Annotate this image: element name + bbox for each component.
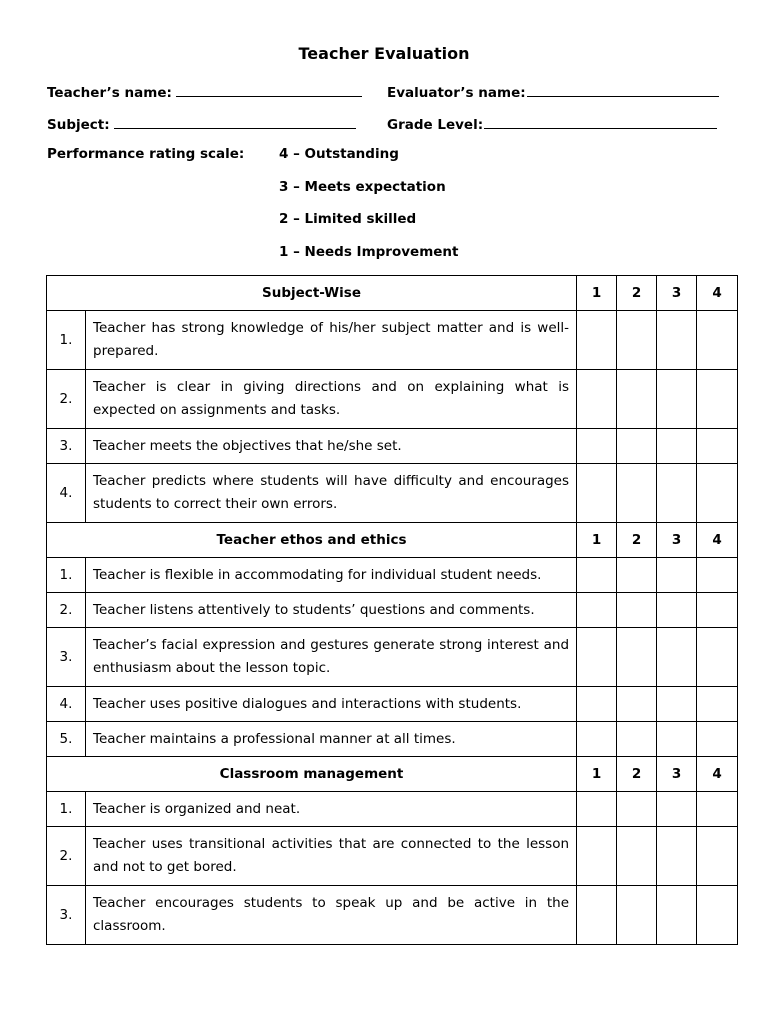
score-cell-3[interactable]	[657, 593, 697, 628]
section-title: Subject-Wise	[47, 276, 577, 311]
score-cell-1[interactable]	[577, 370, 617, 429]
score-cell-4[interactable]	[697, 370, 738, 429]
score-header: 4	[697, 523, 738, 558]
score-cell-4[interactable]	[697, 687, 738, 722]
score-cell-2[interactable]	[617, 827, 657, 886]
table-row	[47, 628, 738, 687]
evaluator-name-label: Evaluator’s name:	[387, 85, 526, 101]
teacher-name-blank[interactable]	[176, 82, 362, 97]
table-row	[47, 464, 738, 523]
item-number: 5.	[47, 722, 86, 757]
score-cell-2[interactable]	[617, 370, 657, 429]
score-cell-2[interactable]	[617, 628, 657, 687]
score-cell-2[interactable]	[617, 464, 657, 523]
table-row	[47, 827, 738, 886]
item-criterion: Teacher uses positive dialogues and interactions with students.	[86, 687, 577, 722]
table-row	[47, 687, 738, 722]
score-cell-1[interactable]	[577, 311, 617, 370]
score-cell-3[interactable]	[657, 687, 697, 722]
score-cell-4[interactable]	[697, 722, 738, 757]
score-header: 2	[617, 276, 657, 311]
score-cell-3[interactable]	[657, 827, 697, 886]
score-header: 2	[617, 757, 657, 792]
score-cell-4[interactable]	[697, 886, 738, 945]
score-cell-1[interactable]	[577, 628, 617, 687]
item-criterion: Teacher is flexible in accommodating for individual student needs.	[86, 558, 577, 593]
score-cell-4[interactable]	[697, 628, 738, 687]
table-row	[47, 792, 738, 827]
item-criterion: Teacher has strong knowledge of his/her subject matter and is well-prepared.	[86, 311, 577, 370]
evaluator-name-field[interactable]	[387, 82, 719, 101]
item-number: 1.	[47, 558, 86, 593]
score-cell-1[interactable]	[577, 464, 617, 523]
subject-field[interactable]	[47, 114, 356, 133]
page-title: Teacher Evaluation	[298, 44, 470, 63]
score-header: 3	[657, 757, 697, 792]
score-cell-4[interactable]	[697, 311, 738, 370]
score-cell-4[interactable]	[697, 464, 738, 523]
item-number: 1.	[47, 792, 86, 827]
table-row	[47, 370, 738, 429]
item-number: 4.	[47, 687, 86, 722]
score-cell-3[interactable]	[657, 628, 697, 687]
score-header: 4	[697, 757, 738, 792]
score-cell-3[interactable]	[657, 429, 697, 464]
score-cell-1[interactable]	[577, 886, 617, 945]
score-header: 4	[697, 276, 738, 311]
item-criterion: Teacher predicts where students will have difficulty and encourages students to correct their own errors.	[86, 464, 577, 523]
score-header: 1	[577, 757, 617, 792]
item-criterion: Teacher meets the objectives that he/she set.	[86, 429, 577, 464]
score-cell-3[interactable]	[657, 722, 697, 757]
rating-scale-item: 1 – Needs Improvement	[279, 244, 459, 260]
grade-level-field[interactable]	[387, 114, 717, 133]
score-cell-1[interactable]	[577, 722, 617, 757]
table-row	[47, 558, 738, 593]
score-cell-2[interactable]	[617, 429, 657, 464]
section-header	[47, 276, 738, 311]
item-number: 2.	[47, 827, 86, 886]
score-cell-3[interactable]	[657, 370, 697, 429]
score-cell-2[interactable]	[617, 311, 657, 370]
score-cell-1[interactable]	[577, 558, 617, 593]
evaluation-table	[46, 275, 738, 945]
score-header: 1	[577, 276, 617, 311]
score-cell-1[interactable]	[577, 792, 617, 827]
score-cell-3[interactable]	[657, 464, 697, 523]
score-cell-3[interactable]	[657, 886, 697, 945]
item-number: 3.	[47, 886, 86, 945]
item-number: 4.	[47, 464, 86, 523]
subject-blank[interactable]	[114, 114, 356, 129]
item-criterion: Teacher maintains a professional manner at all times.	[86, 722, 577, 757]
score-cell-4[interactable]	[697, 792, 738, 827]
score-cell-4[interactable]	[697, 558, 738, 593]
score-cell-2[interactable]	[617, 792, 657, 827]
rating-scale-item: 4 – Outstanding	[279, 146, 399, 162]
rating-scale-item: 2 – Limited skilled	[279, 211, 417, 227]
item-criterion: Teacher encourages students to speak up and be active in the classroom.	[86, 886, 577, 945]
table-row	[47, 593, 738, 628]
section-title: Classroom management	[47, 757, 577, 792]
subject-label: Subject:	[47, 117, 110, 133]
score-cell-2[interactable]	[617, 687, 657, 722]
item-number: 3.	[47, 628, 86, 687]
grade-level-label: Grade Level:	[387, 117, 484, 133]
score-header: 2	[617, 523, 657, 558]
section-header	[47, 757, 738, 792]
score-cell-2[interactable]	[617, 558, 657, 593]
evaluator-name-blank[interactable]	[527, 82, 719, 97]
score-cell-2[interactable]	[617, 886, 657, 945]
section-title: Teacher ethos and ethics	[47, 523, 577, 558]
item-criterion: Teacher is clear in giving directions and on explaining what is expected on assignments and tasks.	[86, 370, 577, 429]
score-cell-2[interactable]	[617, 593, 657, 628]
score-cell-4[interactable]	[697, 593, 738, 628]
rating-scale-label: Performance rating scale:	[47, 146, 245, 162]
item-criterion: Teacher uses transitional activities that are connected to the lesson and not to get bored.	[86, 827, 577, 886]
score-header: 1	[577, 523, 617, 558]
score-cell-1[interactable]	[577, 593, 617, 628]
item-number: 3.	[47, 429, 86, 464]
score-cell-1[interactable]	[577, 827, 617, 886]
grade-level-blank[interactable]	[484, 114, 717, 129]
score-cell-4[interactable]	[697, 827, 738, 886]
rating-scale-item: 3 – Meets expectation	[279, 179, 446, 195]
table-row	[47, 886, 738, 945]
score-header: 3	[657, 276, 697, 311]
section-header	[47, 523, 738, 558]
item-criterion: Teacher listens attentively to students’ questions and comments.	[86, 593, 577, 628]
score-cell-1[interactable]	[577, 687, 617, 722]
item-number: 2.	[47, 370, 86, 429]
teacher-name-field[interactable]	[47, 82, 362, 101]
score-cell-3[interactable]	[657, 558, 697, 593]
score-header: 3	[657, 523, 697, 558]
table-row	[47, 429, 738, 464]
item-criterion: Teacher is organized and neat.	[86, 792, 577, 827]
item-number: 1.	[47, 311, 86, 370]
score-cell-3[interactable]	[657, 311, 697, 370]
item-number: 2.	[47, 593, 86, 628]
table-row	[47, 722, 738, 757]
score-cell-1[interactable]	[577, 429, 617, 464]
table-row	[47, 311, 738, 370]
item-criterion: Teacher’s facial expression and gestures generate strong interest and enthusiasm about the lesson topic.	[86, 628, 577, 687]
score-cell-4[interactable]	[697, 429, 738, 464]
score-cell-3[interactable]	[657, 792, 697, 827]
score-cell-2[interactable]	[617, 722, 657, 757]
teacher-name-label: Teacher’s name:	[47, 85, 172, 101]
